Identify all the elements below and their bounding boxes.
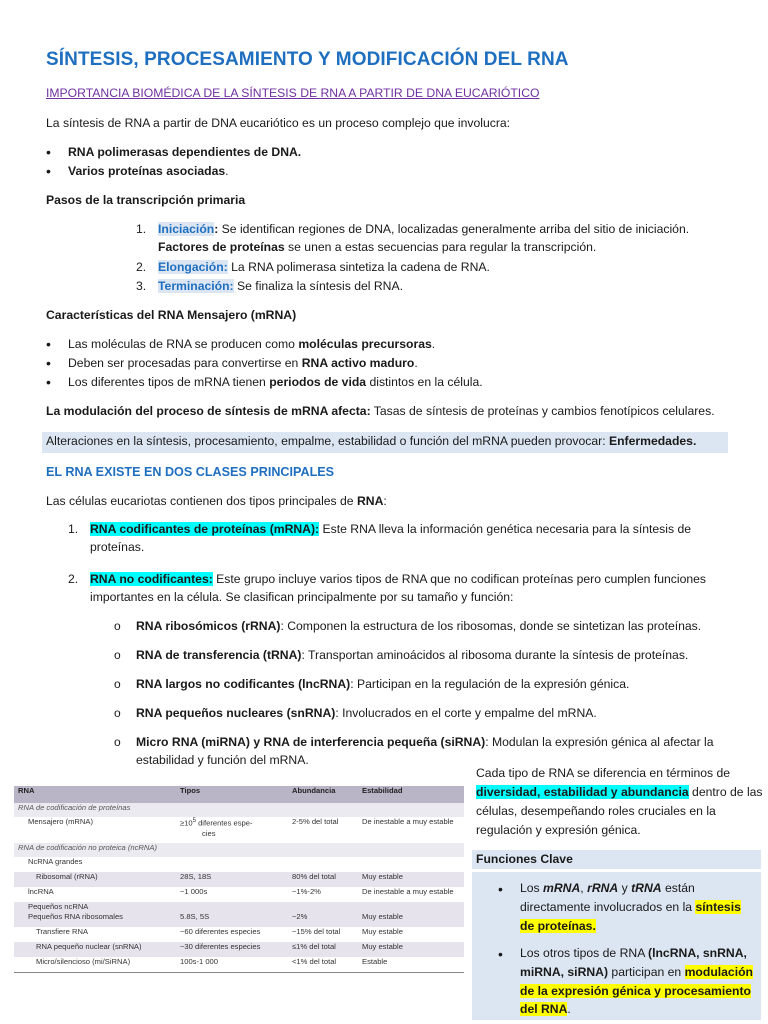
table-category-row: RNA de codificación no proteica (ncRNA) [14, 843, 464, 857]
list-item: • Los otros tipos de RNA (lncRNA, snRNA, miRNA, siRNA) participan en modulación de la expresión génica y procesamiento del RNA. [498, 944, 758, 1020]
mrna-heading: Características del RNA Mensajero (mRNA) [46, 308, 297, 322]
table-row: Ribosomal (rRNA) 28S, 18S 80% del total Muy estable [14, 872, 464, 887]
table-header-row: RNA Tipos Abundancia Estabilidad [14, 786, 464, 803]
list-item: • RNA polimerasas dependientes de DNA. [46, 143, 301, 162]
rna-classes-list [68, 520, 728, 610]
list-item: o RNA largos no codificantes (lncRNA): Participan en la regulación de la expresión génica. [114, 675, 728, 704]
steps-heading: Pasos de la transcripción primaria [46, 193, 246, 207]
list-item: • Las moléculas de RNA se producen como moléculas precursoras. [46, 335, 483, 354]
table-group-row: NcRNA grandes [28, 857, 83, 866]
list-item: 2. RNA no codificantes: Este grupo incluye varios tipos de RNA que no codifican proteínas pero cumplen funciones importantes en la célula. Se clasifican principalmente por su tamaño y función: [68, 572, 707, 605]
list-item: • Varios proteínas asociadas. [46, 162, 301, 181]
alterations-box: Alteraciones en la síntesis, procesamiento, empalme, estabilidad o función del mRNA pueden provocar: Enfermedades. [42, 432, 728, 453]
table-category-row: RNA de codificación de proteínas [14, 803, 464, 817]
list-item: o Micro RNA (miRNA) y RNA de interferencia pequeña (siRNA): Modulan la expresión génica al afectar la estabilidad y función del mRNA. [114, 733, 728, 771]
list-item: o RNA ribosómicos (rRNA): Componen la estructura de los ribosomas, donde se sintetizan las proteínas. [114, 617, 728, 646]
list-item: • Los diferentes tipos de mRNA tienen periodos de vida distintos en la célula. [46, 373, 483, 392]
rna-types-table [14, 786, 464, 973]
intro-bullet-list [46, 143, 301, 181]
table-row: Micro/silencioso (mi/SiRNA) 100s-1 000 <1% del total Estable [14, 957, 464, 972]
intro-paragraph: La síntesis de RNA a partir de DNA eucariótico es un proceso complejo que involucra: [46, 116, 511, 130]
list-item: o RNA de transferencia (tRNA): Transportan aminoácidos al ribosoma durante la síntesis de proteínas. [114, 646, 728, 675]
table-row: RNA pequeño nuclear (snRNA) ~30 diferentes especies ≤1% del total Muy estable [14, 942, 464, 957]
page-title: SÍNTESIS, PROCESAMIENTO Y MODIFICACIÓN DEL RNA [46, 49, 569, 70]
classes-intro: Las células eucariotas contienen dos tipos principales de RNA: [46, 494, 387, 508]
functions-list [498, 879, 758, 1024]
noncoding-list [114, 617, 728, 771]
rna-differences-paragraph: Cada tipo de RNA se diferencia en términos de diversidad, estabilidad y abundancia dentro de las células, desempeñando roles cruciales en la regulación y expresión génica. [476, 766, 763, 837]
section-subtitle: IMPORTANCIA BIOMÉDICA DE LA SÍNTESIS DE RNA A PARTIR DE DNA EUCARIÓTICO [46, 86, 540, 100]
list-item: • Los mRNA, rRNA y tRNA están directamente involucrados en la síntesis de proteínas. [498, 879, 758, 936]
table-row: Pequeños RNA ribosomales 5.8S, 5S ~2% Muy estable [14, 912, 464, 927]
list-item: 2. Elongación: La RNA polimerasa sintetiza la cadena de RNA. [136, 260, 490, 274]
list-item: 1. RNA codificantes de proteínas (mRNA): Este RNA lleva la información genética necesaria para la síntesis de proteínas. [68, 522, 692, 555]
list-item: 1. Iniciación: Se identifican regiones de DNA, localizadas generalmente arriba del sitio de iniciación. Factores de proteínas se unen a estas secuencias para regular la transcripción. [136, 222, 690, 255]
modulation-paragraph: La modulación del proceso de síntesis de mRNA afecta: Tasas de síntesis de proteínas y cambios fenotípicos celulares. [46, 404, 715, 418]
mrna-bullet-list [46, 335, 483, 392]
steps-list [136, 220, 736, 296]
list-item: 3. Terminación: Se finaliza la síntesis del RNA. [136, 279, 403, 293]
functions-heading: Funciones Clave [472, 850, 761, 869]
table-row: Transfiere RNA ~60 diferentes especies ~15% del total Muy estable [36, 927, 403, 937]
classes-heading: EL RNA EXISTE EN DOS CLASES PRINCIPALES [46, 465, 335, 479]
table-group-row: Pequeños ncRNA [14, 902, 464, 912]
list-item: o RNA pequeños nucleares (snRNA): Involucrados en el corte y empalme del mRNA. [114, 704, 728, 733]
table-row: Mensajero (mRNA) $\ge 10^5$ diferentes espe- cies 2-5% del total De inestable a muy estable [28, 817, 454, 838]
table-row: lncRNA ~1 000s ~1%-2% De inestable a muy estable [28, 887, 454, 896]
list-item: • Deben ser procesadas para convertirse en RNA activo maduro. [46, 354, 483, 373]
